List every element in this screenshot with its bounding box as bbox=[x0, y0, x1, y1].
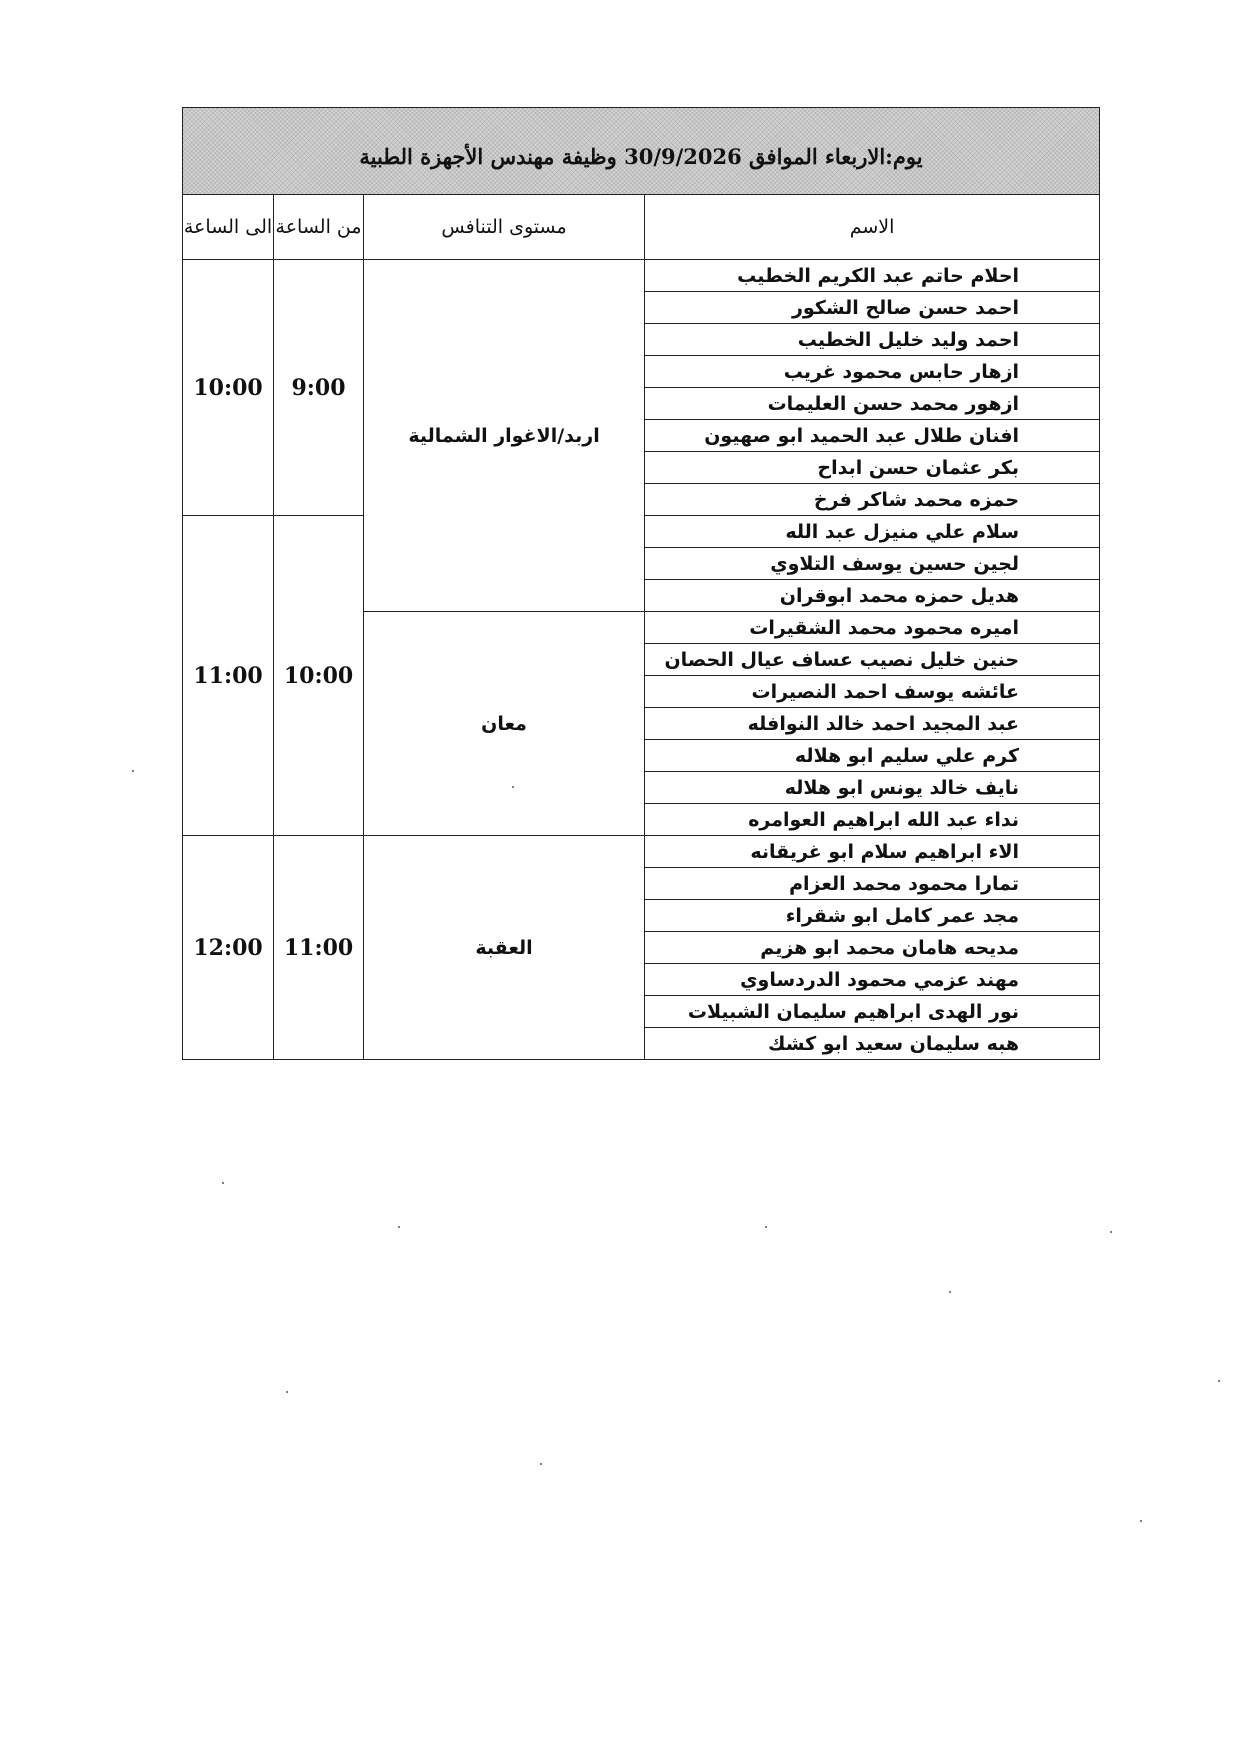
time-to-cell: 12:00 bbox=[183, 836, 274, 1060]
name-cell: افنان طلال عبد الحميد ابو صهيون bbox=[645, 420, 1100, 452]
name-cell: هديل حمزه محمد ابوقران bbox=[645, 580, 1100, 612]
scan-speck bbox=[765, 1226, 767, 1228]
header-name: الاسم bbox=[645, 195, 1100, 260]
header-to: الى الساعة bbox=[183, 195, 274, 260]
name-cell: الاء ابراهيم سلام ابو غريقانه bbox=[645, 836, 1100, 868]
scan-speck bbox=[132, 770, 134, 772]
name-cell: عائشه يوسف احمد النصيرات bbox=[645, 676, 1100, 708]
page-title: يوم:الاربعاء الموافق 30/9/2026 وظيفة مهندس الأجهزة الطبية bbox=[183, 108, 1100, 195]
scan-speck bbox=[949, 1291, 951, 1293]
name-cell: مجد عمر كامل ابو شقراء bbox=[645, 900, 1100, 932]
name-cell: ازهار حابس محمود غريب bbox=[645, 356, 1100, 388]
header-row bbox=[183, 195, 1100, 260]
name-cell: احمد حسن صالح الشكور bbox=[645, 292, 1100, 324]
scan-speck bbox=[286, 1391, 288, 1393]
name-cell: عبد المجيد احمد خالد النوافله bbox=[645, 708, 1100, 740]
time-from-cell: 9:00 bbox=[274, 260, 364, 516]
table-row bbox=[183, 836, 1100, 868]
name-cell: بكر عثمان حسن ابداح bbox=[645, 452, 1100, 484]
header-from: من الساعة bbox=[274, 195, 364, 260]
scan-speck bbox=[512, 786, 514, 788]
region-cell: اربد/الاغوار الشمالية bbox=[364, 260, 645, 612]
name-cell: نايف خالد يونس ابو هلاله bbox=[645, 772, 1100, 804]
time-to-cell: 11:00 bbox=[183, 516, 274, 836]
time-to-cell: 10:00 bbox=[183, 260, 274, 516]
name-cell: اميره محمود محمد الشقيرات bbox=[645, 612, 1100, 644]
name-cell: سلام علي منيزل عبد الله bbox=[645, 516, 1100, 548]
name-cell: كرم علي سليم ابو هلاله bbox=[645, 740, 1100, 772]
name-cell: حنين خليل نصيب عساف عيال الحصان bbox=[645, 644, 1100, 676]
name-cell: نداء عبد الله ابراهيم العوامره bbox=[645, 804, 1100, 836]
time-from-cell: 10:00 bbox=[274, 516, 364, 836]
name-cell: مهند عزمي محمود الدردساوي bbox=[645, 964, 1100, 996]
header-level: مستوى التنافس bbox=[364, 195, 645, 260]
name-cell: ازهور محمد حسن العليمات bbox=[645, 388, 1100, 420]
scan-speck bbox=[1140, 1520, 1142, 1522]
scan-speck bbox=[1110, 1231, 1112, 1233]
scan-speck bbox=[540, 1463, 542, 1465]
region-cell: معان bbox=[364, 612, 645, 836]
name-cell: تمارا محمود محمد العزام bbox=[645, 868, 1100, 900]
name-cell: مديحه هامان محمد ابو هزيم bbox=[645, 932, 1100, 964]
name-cell: احلام حاتم عبد الكريم الخطيب bbox=[645, 260, 1100, 292]
scan-speck bbox=[1218, 1380, 1220, 1382]
scan-speck bbox=[222, 1182, 224, 1184]
title-row bbox=[183, 108, 1100, 195]
name-cell: احمد وليد خليل الخطيب bbox=[645, 324, 1100, 356]
region-cell: العقبة bbox=[364, 836, 645, 1060]
scan-speck bbox=[398, 1226, 400, 1228]
name-cell: هبه سليمان سعيد ابو كشك bbox=[645, 1028, 1100, 1060]
name-cell: لجين حسين يوسف التلاوي bbox=[645, 548, 1100, 580]
time-from-cell: 11:00 bbox=[274, 836, 364, 1060]
schedule-table bbox=[182, 107, 1100, 1060]
name-cell: نور الهدى ابراهيم سليمان الشبيلات bbox=[645, 996, 1100, 1028]
name-cell: حمزه محمد شاكر فرخ bbox=[645, 484, 1100, 516]
table-row bbox=[183, 260, 1100, 292]
